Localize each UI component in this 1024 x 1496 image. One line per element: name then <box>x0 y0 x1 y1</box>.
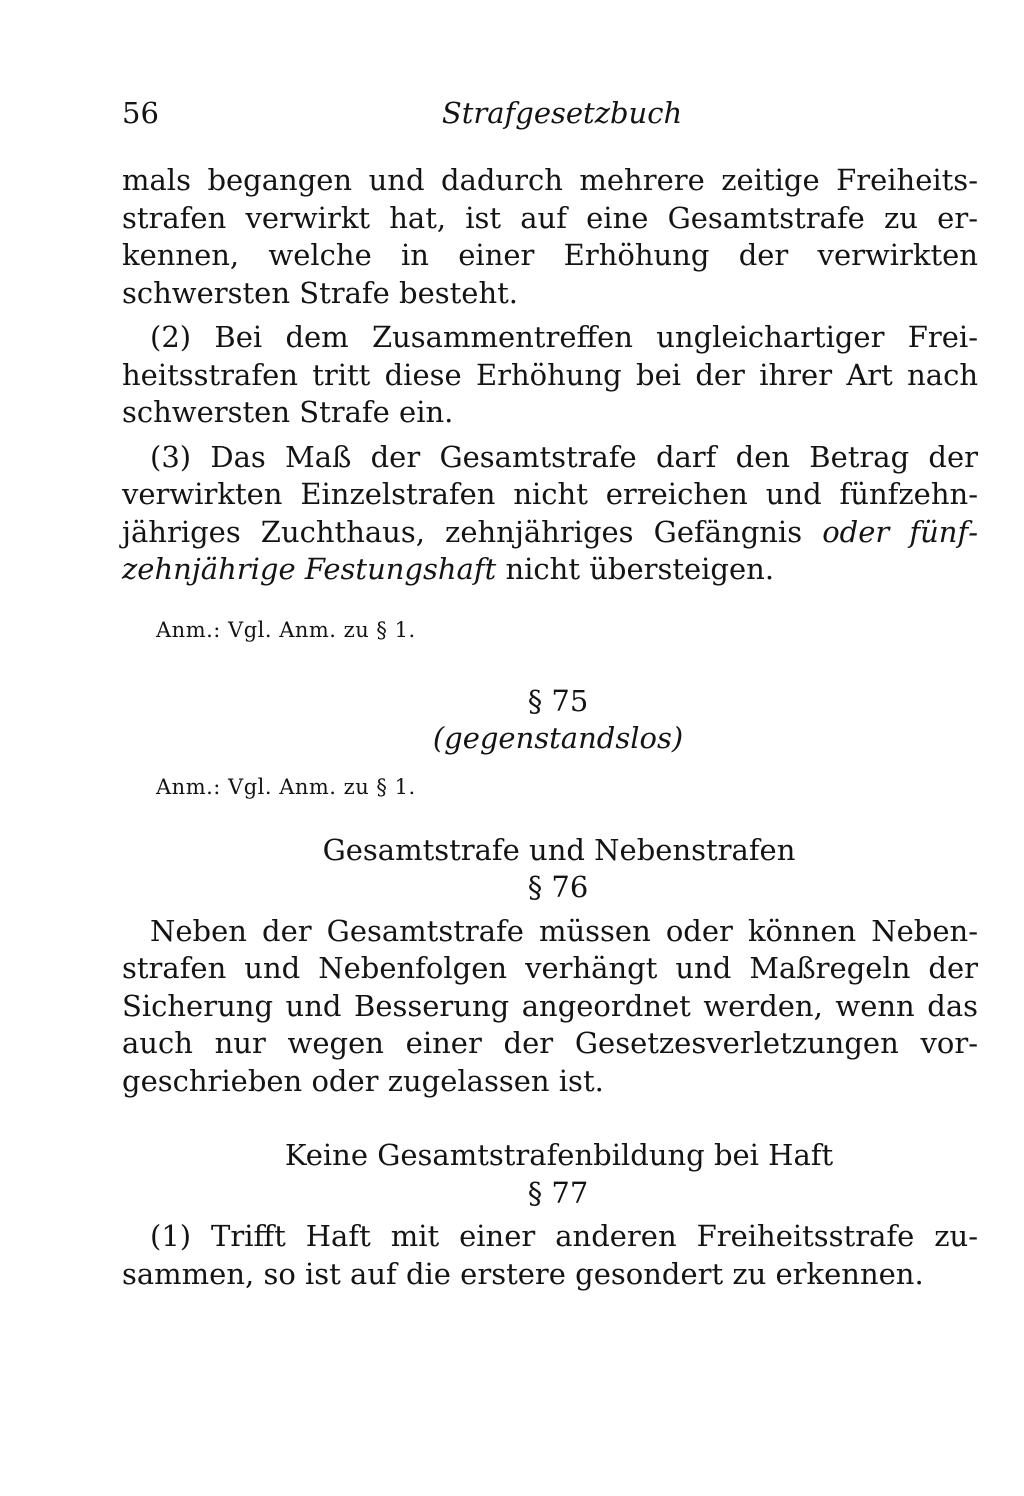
section-77-number: § 77 <box>527 1175 589 1210</box>
section-75-number: § 75 <box>527 683 589 718</box>
section-76-heading: Gesamtstrafe und Nebenstrafen <box>322 832 796 867</box>
section-77-heading: Keine Gesamtstrafenbildung bei Haft <box>284 1138 834 1172</box>
page-number: 56 <box>122 96 159 130</box>
paragraph-subsection-3 <box>122 439 978 589</box>
paragraph-subsection-2: (2) Bei dem Zusammentreffen ungleichartiger Freiheitsstrafen tritt diese Erhöhung bei der ihrer Art nach schwersten Strafe ein. <box>122 320 978 429</box>
body-text <box>122 162 978 1300</box>
section-75-status: (gegenstandslos) <box>432 721 684 755</box>
section-77-text: (1) Trifft Haft mit einer anderen Freiheitsstrafe zusammen, so ist auf die erstere gesondert zu erkennen. <box>122 1219 978 1291</box>
paragraph-continuation: mals begangen und dadurch mehrere zeitige Freiheitsstrafen verwirkt hat, ist auf eine Gesamtstrafe zu erkennen, welche in einer Erhöhung der verwirkten schwersten Strafe besteht. <box>122 163 978 310</box>
paragraph-subsection-3-text: (3) Das Maß der Gesamtstrafe darf den Betrag der verwirkten Einzelstrafen nicht erreichen und fünfzehnjähriges Zuchthaus, zehnjähriges Gefängnis <box>122 439 978 549</box>
section-75-note: Anm.: Vgl. Anm. zu § 1. <box>156 774 416 799</box>
book-title: Strafgesetzbuch <box>441 96 683 130</box>
running-head <box>122 96 978 136</box>
paragraph-subsection-3-italic: oder fünfzehnjährige Festungshaft <box>122 514 978 586</box>
section-76-text: Neben der Gesamtstrafe müssen oder können Nebenstrafen und Nebenfolgen verhängt und Maßregeln der Sicherung und Besserung angeordnet werden, wenn das auch nur wegen einer der Gesetzesverletzungen vorgeschrieben oder zugelassen ist. <box>122 913 978 1098</box>
paragraph-subsection-3-end: nicht übersteigen. <box>505 552 775 586</box>
annotation-note: Anm.: Vgl. Anm. zu § 1. <box>156 617 416 642</box>
section-76-number: § 76 <box>527 870 589 904</box>
